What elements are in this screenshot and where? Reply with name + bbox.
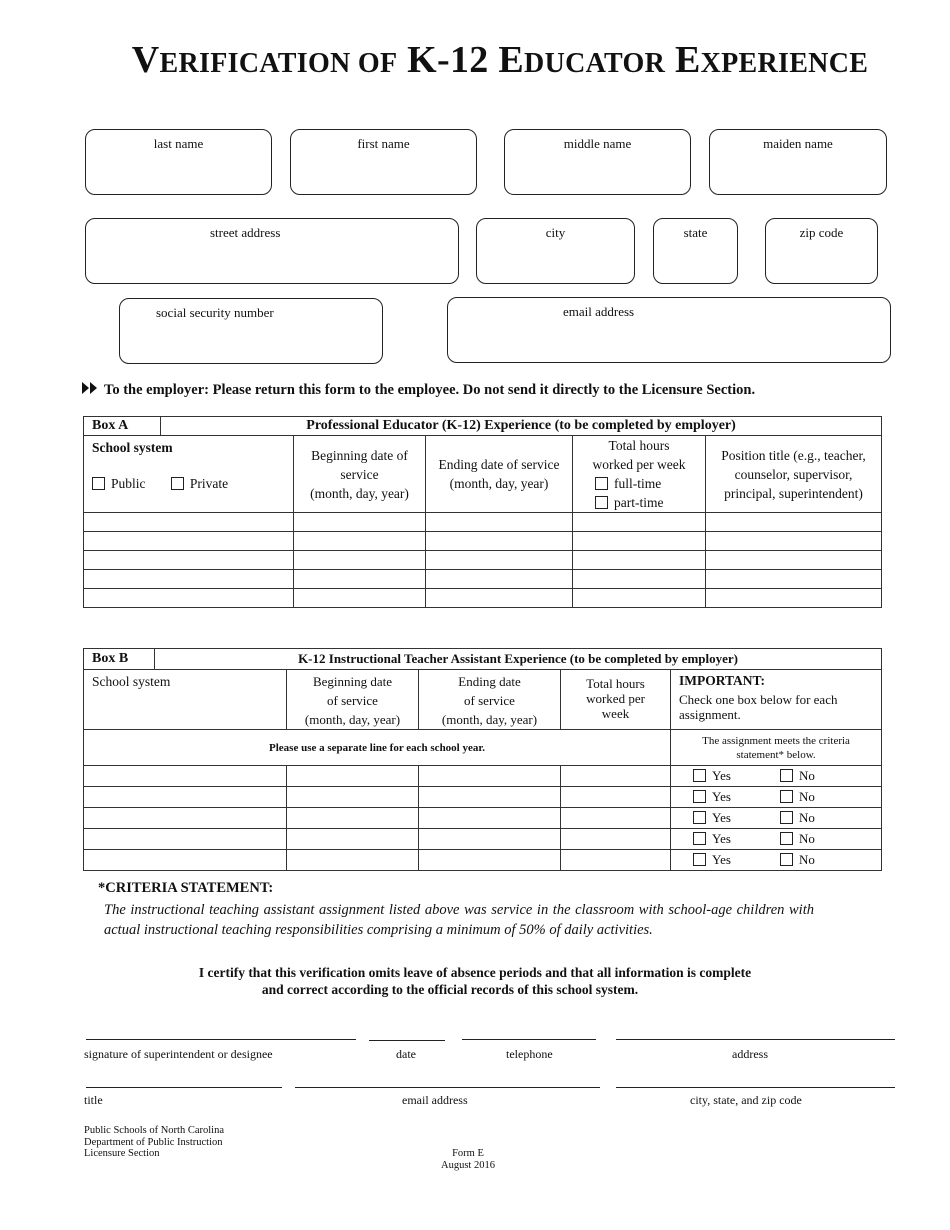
middle-name-label: middle name: [563, 136, 632, 151]
sig-email-label: email address: [402, 1093, 468, 1107]
criteria-text: The instructional teaching assistant assignment listed above was service in the classroom with school-age children with actual instructional teaching responsibilities comprising a minimum of 50% of daily activities.: [104, 902, 814, 938]
form-id: Form E: [452, 1148, 484, 1159]
box-a-position-line2: counselor, supervisor,: [734, 466, 853, 482]
telephone-line[interactable]: [462, 1039, 596, 1040]
table-cell[interactable]: [84, 589, 294, 608]
zip-code-label: zip code: [799, 225, 844, 240]
box-a-hours-line2: worked per week: [592, 457, 686, 472]
table-cell[interactable]: [561, 787, 671, 808]
box-a-end-date-line1: Ending date of service: [438, 457, 560, 472]
private-checkbox[interactable]: [171, 477, 184, 490]
form-date: August 2016: [441, 1159, 495, 1171]
maiden-name-label: maiden name: [763, 136, 833, 151]
box-b-important-header: [671, 670, 882, 730]
no-label: No: [799, 852, 815, 867]
box-b-begin-date-header: [287, 670, 419, 730]
box-a-begin-date-line3: (month, day, year): [310, 485, 409, 501]
table-cell[interactable]: [287, 766, 419, 787]
box-a-hours-header: [573, 436, 706, 513]
public-label: Public: [111, 476, 146, 491]
email-field[interactable]: [447, 297, 891, 363]
table-cell[interactable]: [294, 532, 426, 551]
box-a-label: Box A: [84, 417, 161, 436]
box-b-end-date-line1: Ending date: [458, 674, 521, 689]
yes-label: Yes: [712, 831, 731, 846]
telephone-label: telephone: [506, 1047, 553, 1061]
no-label: No: [799, 810, 815, 825]
table-cell[interactable]: [706, 551, 882, 570]
no-checkbox[interactable]: [780, 790, 793, 803]
box-b-hours-line1: Total hours: [586, 676, 645, 691]
box-a-end-date-header: [426, 436, 573, 513]
table-cell[interactable]: [706, 570, 882, 589]
table-cell[interactable]: [294, 513, 426, 532]
street-address-label: street address: [210, 225, 281, 240]
table-cell[interactable]: [426, 551, 573, 570]
private-label: Private: [189, 476, 229, 491]
table-cell[interactable]: [419, 850, 561, 871]
box-b-begin-date-line3: (month, day, year): [304, 712, 401, 727]
city-state-zip-label: city, state, and zip code: [690, 1093, 802, 1107]
table-cell[interactable]: [287, 787, 419, 808]
table-row: [84, 570, 882, 589]
table-cell[interactable]: [426, 570, 573, 589]
box-a-position-line3: principal, superintendent): [724, 485, 863, 501]
yes-no-cell: [671, 787, 882, 808]
double-arrow-icon: [82, 382, 98, 399]
table-cell[interactable]: [573, 513, 706, 532]
important-text: Check one box below for each assignment.: [679, 692, 838, 722]
last-name-field[interactable]: [85, 129, 272, 195]
box-a-end-date-line2: (month, day, year): [449, 476, 549, 491]
footer-org-line2: Department of Public Instruction: [84, 1136, 223, 1148]
table-cell[interactable]: [706, 513, 882, 532]
yes-checkbox[interactable]: [693, 853, 706, 866]
address-line[interactable]: [616, 1039, 895, 1040]
table-cell[interactable]: [419, 829, 561, 850]
box-a-heading: Professional Educator (K-12) Experience (to be completed by employer): [161, 417, 882, 436]
separate-line-text: Please use a separate line for each school year: [269, 741, 483, 754]
email-label: email address: [563, 304, 635, 319]
table-cell[interactable]: [573, 551, 706, 570]
title-label: title: [84, 1093, 103, 1107]
no-label: No: [799, 789, 815, 804]
no-checkbox[interactable]: [780, 853, 793, 866]
table-cell[interactable]: [294, 570, 426, 589]
yes-label: Yes: [712, 852, 731, 867]
city-state-zip-line[interactable]: [616, 1087, 895, 1088]
table-cell[interactable]: [426, 532, 573, 551]
table-cell[interactable]: [419, 766, 561, 787]
public-checkbox[interactable]: [92, 477, 105, 490]
table-cell[interactable]: [84, 551, 294, 570]
box-a-hours-line1: Total hours: [608, 438, 670, 453]
table-row: [84, 532, 882, 551]
ssn-label: social security number: [156, 305, 274, 320]
table-cell[interactable]: [84, 570, 294, 589]
yes-no-cell: [671, 850, 882, 871]
box-b-hours-line3: week: [601, 706, 630, 721]
table-cell[interactable]: [84, 787, 287, 808]
full-time-checkbox[interactable]: [595, 477, 608, 490]
table-cell[interactable]: [84, 532, 294, 551]
table-cell[interactable]: [706, 532, 882, 551]
table-cell[interactable]: [573, 532, 706, 551]
box-b-heading: K-12 Instructional Teacher Assistant Experience (to be completed by employer): [155, 649, 882, 670]
table-cell[interactable]: [573, 589, 706, 608]
box-b-end-date-line2: of service: [464, 693, 515, 708]
table-row: [84, 513, 882, 532]
first-name-label: first name: [357, 136, 410, 151]
certification-statement: [120, 964, 830, 998]
table-cell[interactable]: [287, 808, 419, 829]
ssn-field[interactable]: [119, 298, 383, 364]
email-line[interactable]: [295, 1087, 600, 1088]
box-a-school-system-header: [84, 436, 294, 513]
important-label: IMPORTANT:: [679, 673, 766, 688]
table-cell[interactable]: [706, 589, 882, 608]
table-row: [84, 829, 882, 850]
address-label: address: [732, 1047, 768, 1061]
table-cell[interactable]: [84, 829, 287, 850]
middle-name-field[interactable]: [504, 129, 691, 195]
table-cell[interactable]: [419, 787, 561, 808]
signature-label: signature of superintendent or designee: [84, 1047, 273, 1061]
yes-label: Yes: [712, 810, 731, 825]
table-cell[interactable]: [287, 850, 419, 871]
part-time-label: part-time: [614, 495, 664, 510]
employer-notice: To the employer: Please return this form to the employee. Do not send it directly to the Licensure Section.: [82, 382, 755, 399]
criteria-meets-note: The assignment meets the criteria statement* below.: [671, 730, 882, 766]
table-row: [84, 808, 882, 829]
yes-checkbox[interactable]: [693, 811, 706, 824]
footer-org-line3: Licensure Section: [84, 1148, 160, 1159]
table-cell[interactable]: [287, 829, 419, 850]
box-a-begin-date-line2: service: [340, 466, 379, 482]
city-label: city: [545, 225, 566, 240]
table-cell[interactable]: [84, 766, 287, 787]
table-row: [84, 850, 882, 871]
criteria-heading: *CRITERIA STATEMENT:: [98, 880, 274, 896]
table-cell[interactable]: [294, 551, 426, 570]
no-label: No: [799, 831, 815, 846]
first-name-field[interactable]: [290, 129, 477, 195]
table-cell[interactable]: [426, 513, 573, 532]
footer-org-line1: Public Schools of North Carolina: [84, 1125, 224, 1136]
zip-code-field[interactable]: [765, 218, 878, 284]
table-cell[interactable]: [573, 570, 706, 589]
no-checkbox[interactable]: [780, 769, 793, 782]
yes-no-cell: [671, 766, 882, 787]
date-label: date: [396, 1047, 416, 1061]
table-cell[interactable]: [294, 589, 426, 608]
box-b-end-date-header: [419, 670, 561, 730]
no-checkbox[interactable]: [780, 832, 793, 845]
signature-line[interactable]: [86, 1039, 356, 1040]
no-label: No: [799, 768, 815, 783]
box-a-begin-date-header: [294, 436, 426, 513]
table-cell[interactable]: [84, 513, 294, 532]
table-cell[interactable]: [561, 808, 671, 829]
box-b-school-system-header: School system: [84, 670, 287, 730]
box-b-begin-date-line1: Beginning date: [312, 674, 393, 689]
yes-checkbox[interactable]: [693, 769, 706, 782]
full-time-label: full-time: [614, 476, 662, 491]
city-field[interactable]: [476, 218, 635, 284]
yes-label: Yes: [712, 768, 731, 783]
part-time-checkbox[interactable]: [595, 496, 608, 509]
table-cell[interactable]: [419, 808, 561, 829]
box-b-hours-header: [561, 670, 671, 730]
title-line[interactable]: [86, 1087, 282, 1088]
yes-checkbox[interactable]: [693, 832, 706, 845]
table-row: [84, 589, 882, 608]
table-cell[interactable]: [84, 850, 287, 871]
box-a-table: [83, 416, 882, 608]
yes-label: Yes: [712, 789, 731, 804]
maiden-name-field[interactable]: [709, 129, 887, 195]
separate-line-note: Please use a separate line for each school year.: [84, 730, 671, 766]
state-label: state: [683, 225, 708, 240]
box-a-begin-date-line1: Beginning date of: [311, 447, 408, 463]
box-a-position-header: [706, 436, 882, 513]
page-title: VERIFICATION OF K-12 EDUCATOR EXPERIENCE: [131, 39, 869, 81]
table-row: [84, 551, 882, 570]
box-a-position-line1: Position title (e.g., teacher,: [721, 447, 866, 463]
table-row: [84, 766, 882, 787]
certification-line2: and correct according to the official records of this school system.: [261, 982, 639, 997]
table-cell[interactable]: [426, 589, 573, 608]
table-cell[interactable]: [561, 766, 671, 787]
box-b-end-date-line3: (month, day, year): [441, 712, 538, 727]
yes-no-cell: [671, 829, 882, 850]
yes-no-cell: [671, 808, 882, 829]
box-b-hours-line2: worked per: [586, 691, 645, 706]
box-b-label: Box B: [84, 649, 155, 670]
street-address-field[interactable]: [85, 218, 459, 284]
certification-line1: I certify that this verification omits leave of absence periods and that all information is complete: [198, 965, 752, 980]
box-a-school-system-label: School system: [92, 440, 173, 455]
box-b-begin-date-line2: of service: [327, 693, 378, 708]
footer-form: [430, 1148, 506, 1171]
table-cell[interactable]: [561, 850, 671, 871]
no-checkbox[interactable]: [780, 811, 793, 824]
table-cell[interactable]: [84, 808, 287, 829]
state-field[interactable]: [653, 218, 738, 284]
date-line[interactable]: [369, 1040, 445, 1041]
table-row: [84, 787, 882, 808]
box-b-table: [83, 648, 882, 871]
yes-checkbox[interactable]: [693, 790, 706, 803]
footer-org: [84, 1125, 224, 1160]
last-name-label: last name: [153, 136, 204, 151]
table-cell[interactable]: [561, 829, 671, 850]
